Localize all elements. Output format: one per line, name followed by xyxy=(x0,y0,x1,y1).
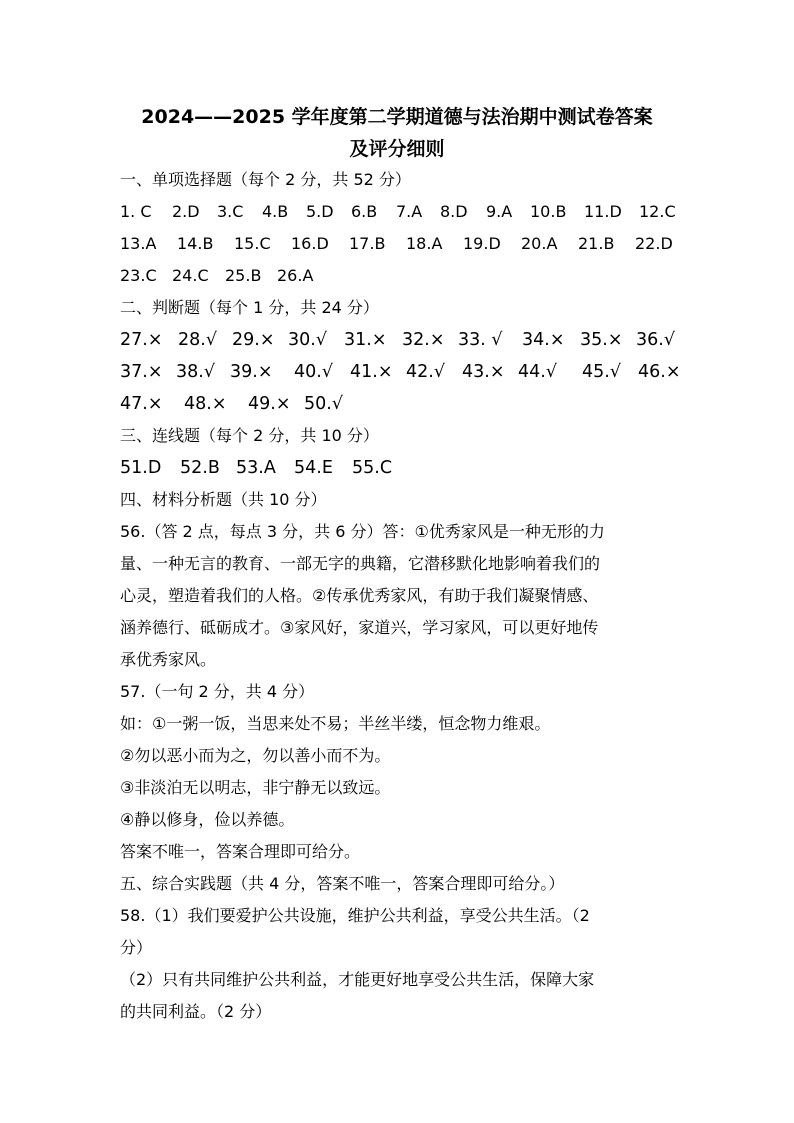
tf-answer: 28.√ xyxy=(178,330,217,350)
q56-line: 量、一种无言的教育、一部无字的典籍，它潜移默化地影响着我们的 xyxy=(120,554,601,573)
mc-answer: 6.B xyxy=(351,202,378,221)
tf-answer: 47.× xyxy=(120,394,163,414)
match-answer: 52.B xyxy=(180,458,220,478)
tf-answer: 36.√ xyxy=(636,330,675,350)
mc-answer: 26.A xyxy=(277,266,314,285)
mc-row-2 xyxy=(120,232,680,256)
q58-line: 分） xyxy=(120,938,153,957)
q57-note: 答案不唯一，答案合理即可给分。 xyxy=(120,842,361,861)
mc-answer: 16.D xyxy=(291,234,329,253)
match-row xyxy=(120,456,520,480)
tf-answer: 43.× xyxy=(462,362,505,382)
q57-line: 57.（一句 2 分，共 4 分） xyxy=(120,682,315,701)
mc-answer: 13.A xyxy=(120,234,157,253)
tf-row-2 xyxy=(120,360,680,384)
q58-line: 的共同利益。（2 分） xyxy=(120,1002,272,1021)
match-answer: 51.D xyxy=(120,458,162,478)
tf-answer: 50.√ xyxy=(304,394,343,414)
mc-answer: 21.B xyxy=(578,234,615,253)
tf-answer: 44.√ xyxy=(518,362,557,382)
tf-answer: 41.× xyxy=(350,362,393,382)
tf-answer: 27.× xyxy=(120,330,163,350)
mc-answer: 18.A xyxy=(406,234,443,253)
match-answer: 55.C xyxy=(352,458,393,478)
mc-answer: 25.B xyxy=(225,266,262,285)
mc-answer: 1. C xyxy=(120,202,152,221)
section1-heading: 一、单项选择题（每个 2 分，共 52 分） xyxy=(120,170,411,189)
document-title: 2024——2025 学年度第二学期道德与法治期中测试卷答案 xyxy=(141,106,653,128)
tf-answer: 40.√ xyxy=(294,362,333,382)
tf-answer: 39.× xyxy=(230,362,273,382)
section5-heading: 五、综合实践题（共 4 分，答案不唯一，答案合理即可给分。） xyxy=(120,874,565,893)
q57-line: ③非淡泊无以明志，非宁静无以致远。 xyxy=(120,778,391,797)
section3-heading: 三、连线题（每个 2 分，共 10 分） xyxy=(120,426,379,445)
mc-answer: 20.A xyxy=(521,234,558,253)
q58-line: 58.（1）我们要爱护公共设施，维护公共利益，享受公共生活。（2 xyxy=(120,906,590,925)
mc-answer: 14.B xyxy=(177,234,214,253)
tf-answer: 38.√ xyxy=(176,362,215,382)
section2-heading: 二、判断题（每个 1 分，共 24 分） xyxy=(120,298,379,317)
match-answer: 53.A xyxy=(236,458,276,478)
tf-answer: 29.× xyxy=(232,330,275,350)
match-answer: 54.E xyxy=(294,458,333,478)
q57-line: 如：①一粥一饭，当思来处不易；半丝半缕，恒念物力维艰。 xyxy=(120,714,551,733)
tf-answer: 33. √ xyxy=(458,330,503,350)
q56-line: 心灵，塑造着我们的人格。②传承优秀家风，有助于我们凝聚情感、 xyxy=(120,586,599,605)
tf-answer: 34.× xyxy=(522,330,565,350)
mc-answer: 3.C xyxy=(217,202,244,221)
mc-answer: 17.B xyxy=(349,234,386,253)
tf-answer: 45.√ xyxy=(582,362,621,382)
mc-answer: 15.C xyxy=(234,234,271,253)
mc-answer: 24.C xyxy=(172,266,209,285)
q56-line: 56.（答 2 点，每点 3 分，共 6 分）答：①优秀家风是一种无形的力 xyxy=(120,522,605,541)
tf-row-3 xyxy=(120,392,680,416)
tf-answer: 48.× xyxy=(184,394,227,414)
mc-row-1 xyxy=(120,200,680,224)
mc-answer: 23.C xyxy=(120,266,157,285)
mc-row-3 xyxy=(120,264,680,288)
q58-line: （2）只有共同维护公共利益，才能更好地享受公共生活，保障大家 xyxy=(120,970,595,989)
tf-answer: 42.√ xyxy=(406,362,445,382)
mc-answer: 7.A xyxy=(396,202,423,221)
mc-answer: 8.D xyxy=(440,202,468,221)
mc-answer: 11.D xyxy=(584,202,622,221)
section4-heading: 四、材料分析题（共 10 分） xyxy=(120,490,327,509)
mc-answer: 5.D xyxy=(306,202,334,221)
mc-answer: 9.A xyxy=(486,202,513,221)
tf-row-1 xyxy=(120,328,680,352)
q56-line: 涵养德行、砥砺成才。③家风好，家道兴，学习家风，可以更好地传 xyxy=(120,618,599,637)
tf-answer: 35.× xyxy=(580,330,623,350)
tf-answer: 32.× xyxy=(402,330,445,350)
mc-answer: 19.D xyxy=(463,234,501,253)
mc-answer: 2.D xyxy=(172,202,200,221)
mc-answer: 4.B xyxy=(262,202,289,221)
tf-answer: 30.√ xyxy=(288,330,327,350)
mc-answer: 22.D xyxy=(635,234,673,253)
tf-answer: 49.× xyxy=(248,394,291,414)
q57-line: ④静以修身，俭以养德。 xyxy=(120,810,295,829)
document-subtitle: 及评分细则 xyxy=(349,138,445,160)
mc-answer: 12.C xyxy=(639,202,676,221)
tf-answer: 31.× xyxy=(344,330,387,350)
q57-line: ②勿以恶小而为之，勿以善小而不为。 xyxy=(120,746,391,765)
mc-answer: 10.B xyxy=(530,202,567,221)
tf-answer: 37.× xyxy=(120,362,163,382)
q56-line: 承优秀家风。 xyxy=(120,650,217,669)
tf-answer: 46.× xyxy=(638,362,681,382)
